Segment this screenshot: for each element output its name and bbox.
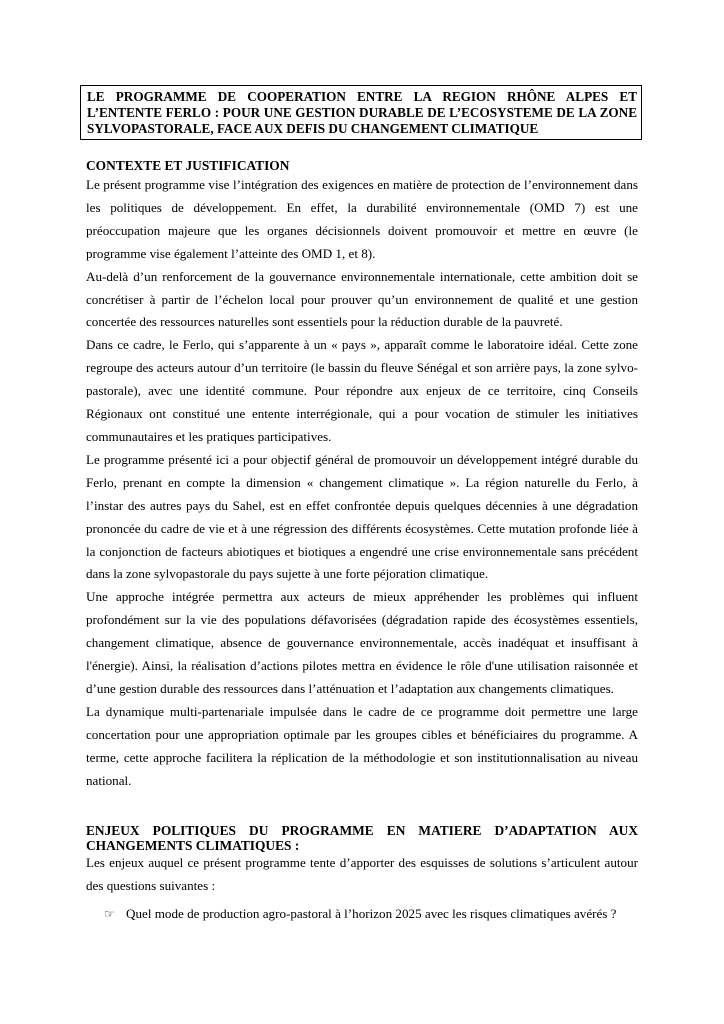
paragraph: Le programme présenté ici a pour objectif général de promouvoir un développement intégré durable du Ferlo, prenant en compte la dimension « changement climatique ». La région naturelle du Ferlo, à l’instar des autres pays du Sahel, est en effet confrontée depuis quelques décennies à une dégradation prononcée du cadre de vie et à une régression des différents écosystèmes. Cette mutation profonde liée à la conjonction de facteurs abiotiques et biotiques a engendré une crise environnementale sans précédent dans la zone sylvopastorale du pays sujette à une forte péjoration climatique. bbox=[86, 451, 638, 582]
section-heading-contexte: CONTEXTE ET JUSTIFICATION bbox=[86, 158, 290, 173]
paragraph: Le présent programme vise l’intégration des exigences en matière de protection de l’environnement dans les politiques de développement. En effet, la durabilité environnementale (OMD 7) est une préoccupation majeure que les organes décisionnels doivent promouvoir et mettre en œuvre (le programme vise également l’atteinte des OMD 1, et 8). bbox=[86, 177, 638, 261]
pointing-hand-icon: ☞ bbox=[104, 907, 115, 921]
list-item bbox=[104, 903, 617, 925]
paragraph: La dynamique multi-partenariale impulsée dans le cadre de ce programme doit permettre une large concertation pour une appropriation optimale par les groupes cibles et bénéficiaires du programme. A terme, cette approche facilitera la réplication de la méthodologie et son institutionnalisation au niveau national. bbox=[86, 703, 638, 788]
document-title-box bbox=[80, 85, 642, 140]
paragraph: Une approche intégrée permettra aux acteurs de mieux appréhender les problèmes qui influent profondément sur la vie des populations défavorisées (dégradation rapide des écosystèmes essentiels, changement climatique, absence de gouvernance environnementale, accès inadéquat et insuffisant à l'énergie). Ainsi, la réalisation d’actions pilotes mettra en évidence le rôle d'une utilisation raisonnée et d’une gestion durable des ressources dans l’atténuation et l’adaptation aux changements climatiques. bbox=[86, 589, 638, 696]
section-body-enjeux bbox=[86, 852, 638, 898]
section-body-contexte bbox=[86, 174, 638, 792]
document-title: LE PROGRAMME DE COOPERATION ENTRE LA REGION RHÔNE ALPES ET L’ENTENTE FERLO : POUR UNE GESTION DURABLE DE L’ECOSYSTEME DE LA ZONE SYLVOPASTORALE, FACE AUX DEFIS DU CHANGEMENT CLIMATIQUE bbox=[87, 89, 637, 136]
paragraph: Au-delà d’un renforcement de la gouvernance environnementale internationale, cette ambition doit se concrétiser à partir de l’échelon local pour prouver qu’un environnement de qualité et une gestion concertée des ressources naturelles sont essentiels pour la réduction durable de la pauvreté. bbox=[86, 268, 638, 330]
paragraph: Dans ce cadre, le Ferlo, qui s’apparente à un « pays », apparaît comme le laboratoire idéal. Cette zone regroupe des acteurs autour d’un territoire (le bassin du fleuve Sénégal et son arrière pays, la zone sylvo-pastorale), avec une identité commune. Pour répondre aux enjeux de ce territoire, cinq Conseils Régionaux ont constitué une entente interrégionale, qui a pour vocation de stimuler les initiatives communautaires et les pratiques participatives. bbox=[86, 337, 638, 444]
section-heading-enjeux: ENJEUX POLITIQUES DU PROGRAMME EN MATIERE D’ADAPTATION AUX CHANGEMENTS CLIMATIQUES : bbox=[86, 823, 638, 853]
bullet-text: Quel mode de production agro-pastoral à l’horizon 2025 avec les risques climatiques avérés ? bbox=[126, 906, 617, 921]
paragraph: Les enjeux auquel ce présent programme tente d’apporter des esquisses de solutions s’articulent autour des questions suivantes : bbox=[86, 855, 638, 893]
